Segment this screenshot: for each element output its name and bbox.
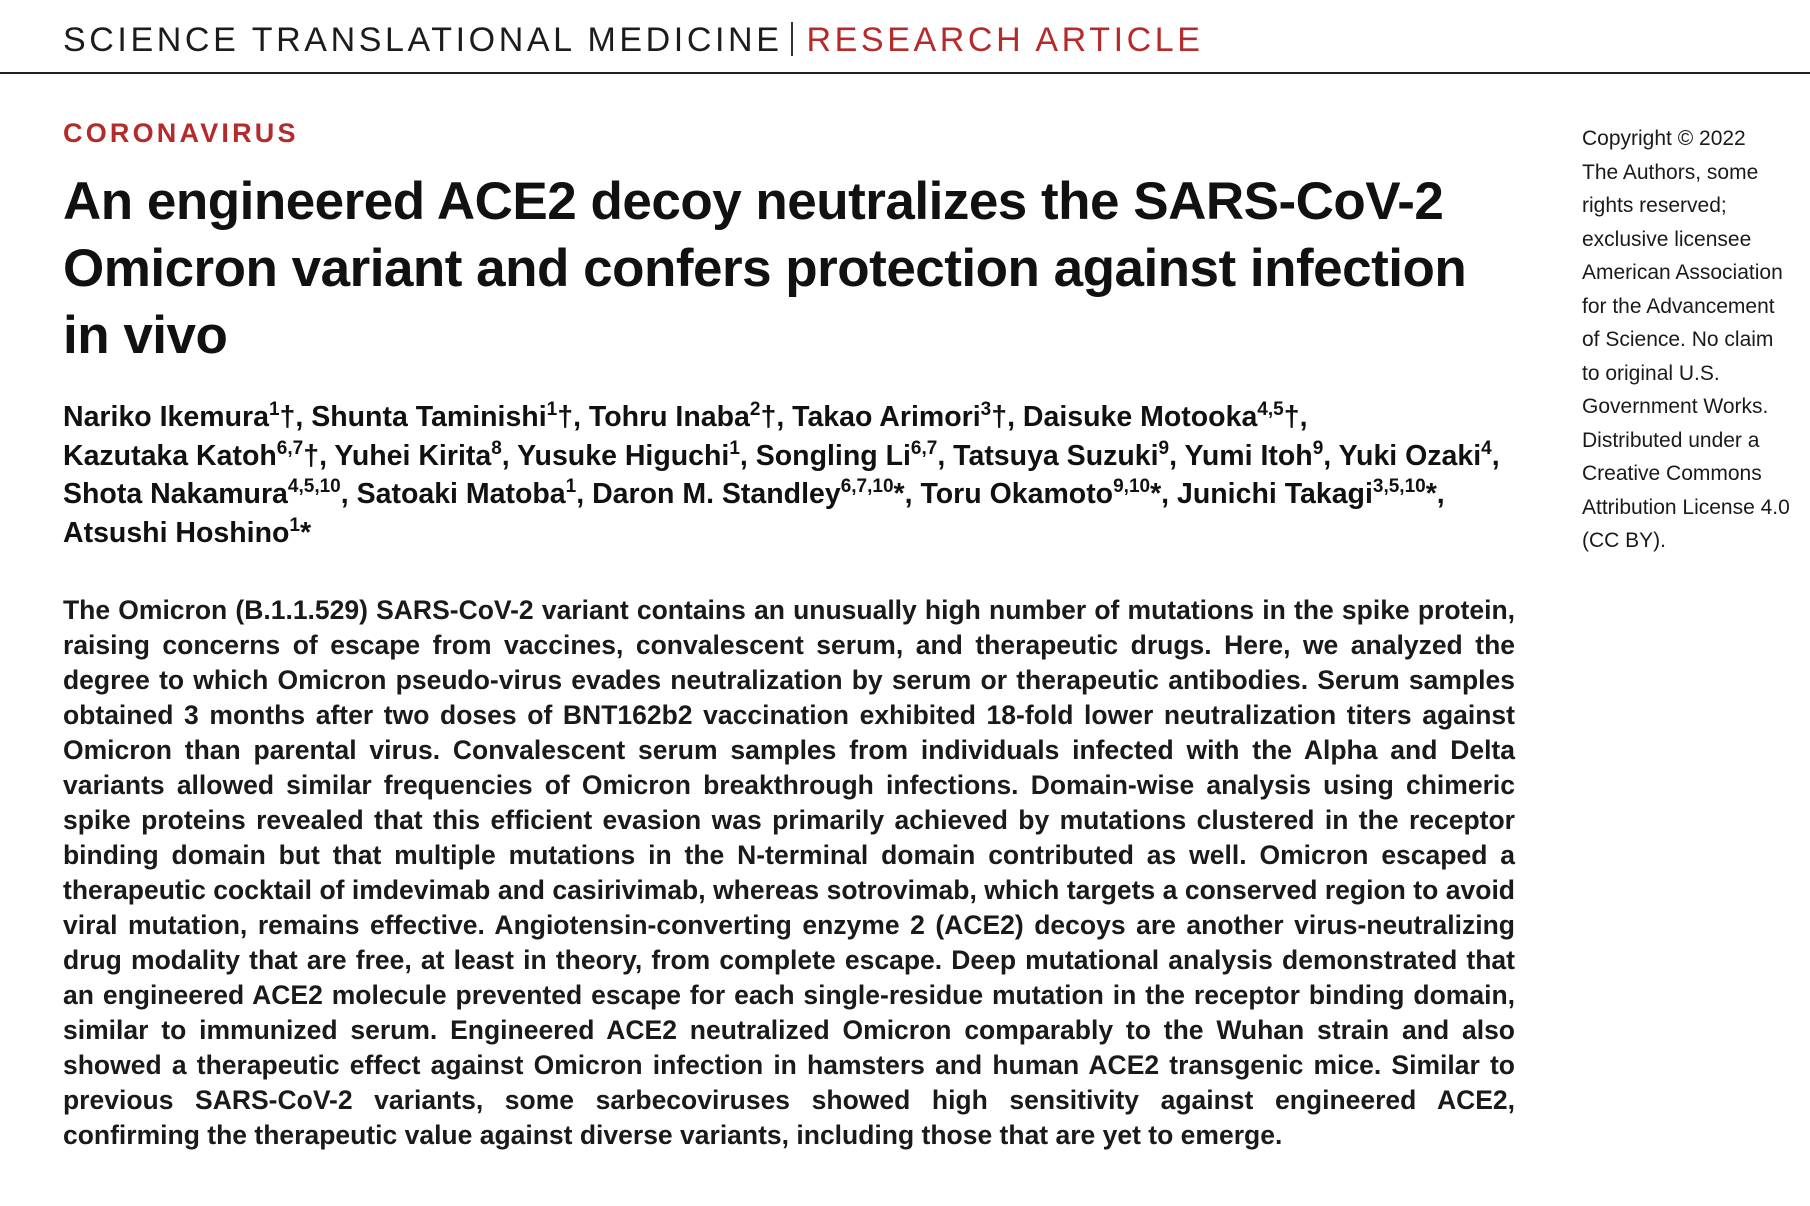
author-mark: * <box>1425 478 1437 510</box>
author-affiliation: 6,7,10 <box>840 476 894 497</box>
journal-header <box>0 0 1810 74</box>
author-affiliation: 9 <box>1312 437 1324 459</box>
author-name: Yuhei Kirita$^8$, <box>334 437 510 472</box>
section-label: CORONAVIRUS <box>63 118 299 148</box>
author-name-text: Yumi Itoh <box>1184 439 1313 472</box>
author-name-text: Atsushi Hoshino <box>63 516 290 549</box>
author-name-text: Takao Arimori <box>792 401 981 433</box>
author-name-text: Yusuke Higuchi <box>517 439 730 472</box>
copyright-line: American Association <box>1582 261 1783 284</box>
copyright-line: The Authors, some <box>1582 160 1759 184</box>
author-name-text: Daisuke Motooka <box>1022 401 1258 433</box>
author-mark: † <box>760 401 777 433</box>
author-name-text: Shota Nakamura <box>63 478 288 510</box>
author-mark: † <box>279 401 296 433</box>
author-affiliation: 4,5 <box>1257 399 1284 420</box>
author-affiliation: 9,10 <box>1113 476 1151 497</box>
author-name-text: Daron M. Standley <box>592 478 841 510</box>
author-affiliation: 3 <box>980 399 992 420</box>
copyright-line: for the Advancement <box>1582 294 1775 318</box>
author-name: Toru Okamoto$^{9,10}$*, <box>920 476 1170 510</box>
article-title: An engineered ACE2 decoy neutralizes the SARS-CoV-2 Omicron variant and confers protection against infection in vivo <box>63 172 1467 365</box>
author-mark: * <box>300 516 312 549</box>
abstract: The Omicron (B.1.1.529) SARS-CoV-2 variant contains an unusually high number of mutations in the spike protein, raising concerns of escape from vaccines, convalescent serum, and therapeutic drugs. Here, we analyzed the degree to which Omicron pseudo-virus evades neutralization by serum or therapeutic antibodies. Serum samples obtained 3 months after two doses of BNT162b2 vaccination exhibited 18-fold lower neutralization titers against Omicron than parental virus. Convalescent serum samples from individuals infected with the Alpha and Delta variants allowed similar frequencies of Omicron breakthrough infections. Domain-wise analysis using chimeric spike proteins revealed that this efficient evasion was primarily achieved by mutations clustered in the receptor binding domain but that multiple mutations in the N-terminal domain contributed as well. Omicron escaped a therapeutic cocktail of imdevimab and casirivimab, whereas sotrovimab, which targets a conserved region to avoid viral mutation, remains effective. Angiotensin-converting enzyme 2 (ACE2) decoys are another virus-neutralizing drug modality that are free, at least in theory, from complete escape. Deep mutational analysis demonstrated that an engineered ACE2 molecule prevented escape for each single-residue mutation in the receptor binding domain, similar to immunized serum. Engineered ACE2 neutralized Omicron comparably to the Wuhan strain and also showed a therapeutic effect against Omicron infection in hamsters and human ACE2 transgenic mice. Similar to previous SARS-CoV-2 variants, some sarbecoviruses showed high sensitivity against engineered ACE2, confirming the therapeutic value against diverse variants, including those that are yet to emerge. <box>63 595 1515 1150</box>
author-affiliation: 9 <box>1158 437 1170 459</box>
author-name: Shunta Taminishi$^1$†, <box>311 399 581 433</box>
author-affiliation: 6,7 <box>276 437 304 459</box>
copyright-notice <box>1582 122 1807 558</box>
author-name: Shota Nakamura$^{4,5,10}$, <box>63 476 349 510</box>
author-name-text: Tohru Inaba <box>588 401 750 433</box>
author-name: Satoaki Matoba$^1$, <box>356 476 585 510</box>
author-mark: * <box>893 478 905 510</box>
author-name-text: Satoaki Matoba <box>356 478 566 510</box>
author-name: Nariko Ikemura$^1$†, <box>63 399 304 433</box>
author-name: Takao Arimori$^3$†, <box>792 399 1015 433</box>
author-mark: † <box>303 439 320 472</box>
author-mark: † <box>1283 401 1300 433</box>
author-affiliation: 4,5,10 <box>287 476 341 497</box>
author-affiliation: 1 <box>546 399 558 420</box>
author-name-text: Yuki Ozaki <box>1338 439 1482 472</box>
copyright-line: to original U.S. <box>1582 361 1720 385</box>
author-mark: * <box>1150 478 1162 510</box>
copyright-line: Creative Commons <box>1582 462 1762 485</box>
author-list <box>63 398 1523 552</box>
author-name: Junichi Takagi$^{3,5,10}$*, <box>1177 476 1445 510</box>
author-name-text: Toru Okamoto <box>920 478 1114 510</box>
author-name: Daron M. Standley$^{6,7,10}$*, <box>592 476 913 510</box>
copyright-line: Government Works. <box>1582 395 1769 418</box>
author-name: Kazutaka Katoh$^{6,7}$†, <box>63 437 327 472</box>
author-name-text: Yuhei Kirita <box>334 439 492 472</box>
author-name: Yumi Itoh$^9$, <box>1184 437 1332 472</box>
author-name-text: Shunta Taminishi <box>311 401 547 433</box>
copyright-line: (CC BY). <box>1582 529 1666 552</box>
author-affiliation: 3,5,10 <box>1372 476 1426 497</box>
author-name: Yusuke Higuchi$^1$, <box>517 437 748 472</box>
copyright-line: exclusive licensee <box>1582 227 1752 251</box>
header-divider <box>791 22 793 56</box>
author-affiliation: 6,7 <box>910 437 938 459</box>
author-name-text: Kazutaka Katoh <box>63 439 277 472</box>
author-name: Tohru Inaba$^2$†, <box>588 399 785 433</box>
author-affiliation: 1 <box>565 476 577 497</box>
author-affiliation: 1 <box>289 514 300 536</box>
author-affiliation: 1 <box>729 437 740 459</box>
author-name-text: Nariko Ikemura <box>63 401 269 433</box>
author-affiliation: 1 <box>268 399 280 420</box>
author-name <box>63 514 312 549</box>
copyright-line: Attribution License 4.0 <box>1582 495 1790 519</box>
author-mark: † <box>991 401 1008 433</box>
copyright-line: Copyright © 2022 <box>1582 127 1746 150</box>
author-mark: † <box>557 401 574 433</box>
journal-name: SCIENCE TRANSLATIONAL MEDICINE <box>63 21 783 59</box>
copyright-line: of Science. No claim <box>1582 328 1774 351</box>
author-affiliation: 4 <box>1481 437 1492 459</box>
author-affiliation: 2 <box>749 399 761 420</box>
author-name-text: Songling Li <box>755 439 911 472</box>
author-name: Yuki Ozaki$^4$, <box>1338 437 1500 472</box>
author-affiliation: 8 <box>491 437 502 459</box>
article-type: RESEARCH ARTICLE <box>806 21 1204 59</box>
copyright-line: Distributed under a <box>1582 428 1760 452</box>
author-name: Songling Li$^{6,7}$, <box>755 437 946 472</box>
author-name-text: Junichi Takagi <box>1177 478 1373 510</box>
journal-line <box>63 18 1204 62</box>
author-name: Tatsuya Suzuki$^9$, <box>953 437 1178 472</box>
copyright-line: rights reserved; <box>1582 194 1727 217</box>
author-name-text: Tatsuya Suzuki <box>953 439 1159 472</box>
author-name: Daisuke Motooka$^{4,5}$†, <box>1022 399 1308 433</box>
